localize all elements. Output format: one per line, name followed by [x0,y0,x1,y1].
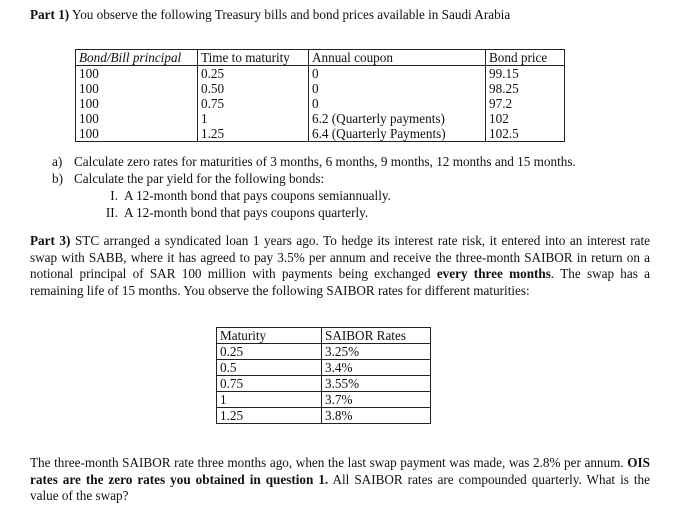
table-cell: 0 [309,81,486,96]
table-row [217,344,431,360]
column-header-maturity: Time to maturity [198,50,309,66]
part3-heading-label: Part 3) [30,233,71,248]
table-cell: 97.2 [486,96,565,111]
part1-heading-text: You observe the following Treasury bills and bond prices available in Saudi Arabia [69,7,511,22]
table-cell: 99.15 [486,66,565,82]
table-cell: 100 [76,126,198,142]
table-row [217,392,431,408]
table-row [76,81,565,96]
table-cell: 1 [217,392,322,408]
table-cell: 0 [309,96,486,111]
table-header-row [76,50,565,66]
table-cell: 1.25 [217,408,322,424]
question-text: Calculate zero rates for maturities of 3 months, 6 months, 9 months, 12 months and 15 months. [74,154,576,169]
part3-text-b: . The swap has a remaining life of 15 months. You observe the following SAIBOR rates for different maturities: [30,266,650,298]
part3-paragraph [30,233,650,299]
final-text-emphasis: OIS rates are the zero rates you obtained in question 1. [30,455,650,487]
subquestion-ii [96,204,391,221]
bond-prices-table [75,49,565,142]
saibor-rates-table [216,327,431,424]
part3-text-emphasis: every three months [436,266,551,282]
part1-subquestions [96,187,391,221]
table-cell: 100 [76,81,198,96]
table-row [217,360,431,376]
subquestion-i [96,187,391,204]
table-row [76,96,565,111]
table-cell: 0 [309,66,486,82]
table-cell: 1 [198,111,309,126]
part1-questions [52,153,576,187]
table-cell: 100 [76,66,198,82]
question-text: Calculate the par yield for the following bonds: [74,171,325,186]
table-cell: 3.4% [322,360,431,376]
table-cell: 3.25% [322,344,431,360]
table-cell: 102.5 [486,126,565,142]
table-cell: 3.8% [322,408,431,424]
subquestion-label: II. [105,205,118,220]
final-text-a: The three-month SAIBOR rate three months ago, when the last swap payment was made, was 2.8% per annum. [30,455,628,470]
column-header-coupon: Annual coupon [309,50,486,66]
table-cell: 6.2 (Quarterly payments) [309,111,486,126]
table-row [76,66,565,82]
table-cell: 0.75 [198,96,309,111]
table-cell: 0.25 [198,66,309,82]
table-cell: 100 [76,111,198,126]
part3-text-a: STC arranged a syndicated loan 1 years ago. To hedge its interest rate risk, it entered into an interest rate swap with SABB, where it has agreed to pay 3.5% per annum and receive the three-month SAIBOR in return on a notional principal of SAR 100 million with payments being exchanged [30,233,650,282]
subquestion-label: I. [110,188,118,203]
column-header-price: Bond price [486,50,565,66]
part3-final-paragraph [30,455,650,505]
table-cell: 100 [76,96,198,111]
table-cell: 3.7% [322,392,431,408]
question-label: a) [52,154,63,169]
subquestion-text: A 12-month bond that pays coupons quarterly. [124,205,369,220]
table-header-row [217,328,431,344]
table-row [217,408,431,424]
final-text-b: All SAIBOR rates are compounded quarterly. What is the value of the swap? [30,471,650,504]
column-header-saibor: SAIBOR Rates [322,328,431,344]
table-cell: 0.75 [217,376,322,392]
table-row [76,111,565,126]
question-a [52,153,576,170]
table-cell: 6.4 (Quarterly Payments) [309,126,486,142]
question-label: b) [52,171,63,186]
question-b [52,170,576,187]
subquestion-text: A 12-month bond that pays coupons semiannually. [124,188,391,203]
column-header-principal: Bond/Bill principal [76,50,198,66]
table-cell: 0.50 [198,81,309,96]
table-cell: 0.5 [217,360,322,376]
table-cell: 0.25 [217,344,322,360]
table-row [217,376,431,392]
table-row [76,126,565,142]
table-cell: 102 [486,111,565,126]
part1-heading [30,6,510,23]
table-cell: 1.25 [198,126,309,142]
column-header-maturity: Maturity [217,328,322,344]
table-cell: 98.25 [486,81,565,96]
table-cell: 3.55% [322,376,431,392]
part1-heading-label: Part 1) [30,7,70,22]
